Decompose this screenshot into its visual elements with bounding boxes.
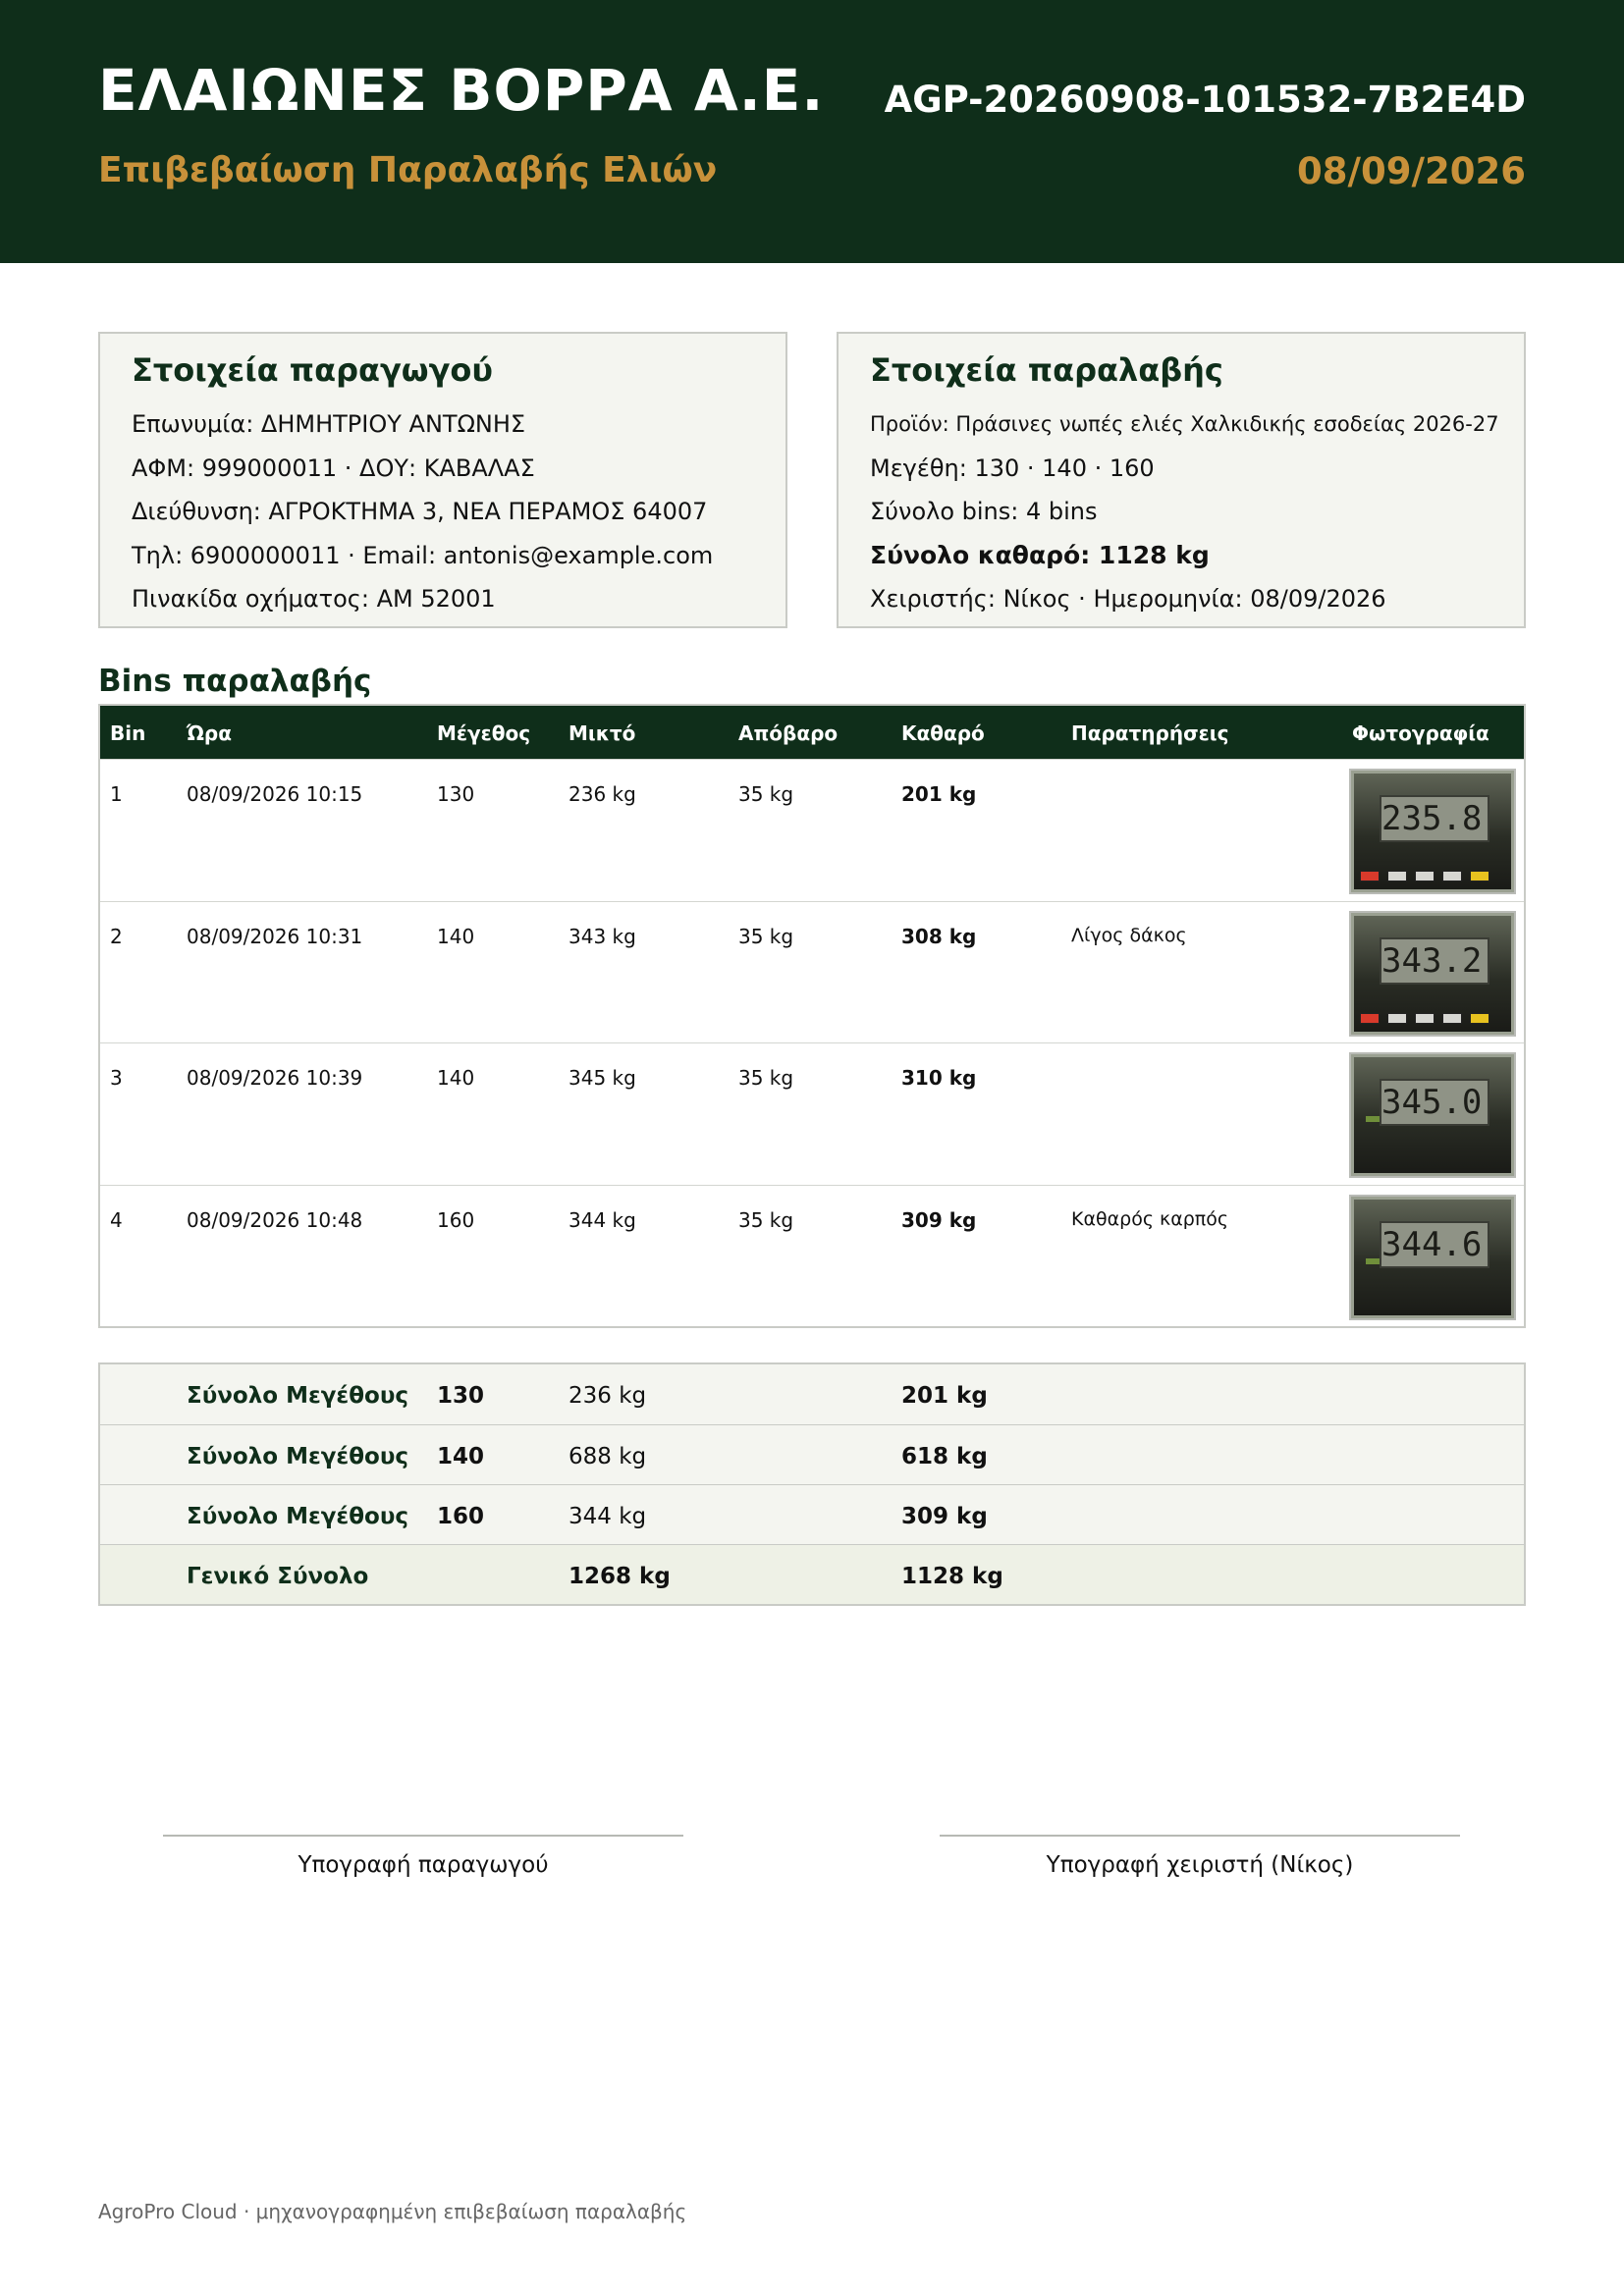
scale-display-reading: 343.2 [1380, 937, 1489, 985]
operator-signature-line: Υπογραφή χειριστή (Νίκος) [940, 1835, 1460, 1878]
cell-net: 201 kg [901, 782, 977, 806]
cell-time: 08/09/2026 10:15 [187, 782, 363, 806]
table-row [100, 1042, 1524, 1185]
bins-section-title: Bins παραλαβής [98, 664, 372, 699]
cell-notes: Λίγος δάκος [1071, 924, 1187, 946]
producer-tax-id: ΑΦΜ: 999000011 · ΔΟΥ: ΚΑΒΑΛΑΣ [132, 454, 535, 482]
total-label: Σύνολο Μεγέθους [187, 1504, 409, 1529]
total-net: 201 kg [901, 1383, 988, 1409]
scale-photo [1354, 1200, 1511, 1315]
cell-gross: 345 kg [568, 1066, 636, 1090]
document-subtitle: Επιβεβαίωση Παραλαβής Ελιών [98, 150, 718, 190]
producer-address: Διεύθυνση: ΑΓΡΟΚΤΗΜΑ 3, ΝΕΑ ΠΕΡΑΜΟΣ 64007 [132, 498, 708, 525]
total-size: 130 [437, 1383, 485, 1409]
scale-photo-thumbnail[interactable] [1349, 769, 1516, 894]
grand-total-row [100, 1544, 1524, 1604]
col-header-tare: Απόβαρο [738, 721, 839, 745]
document-footer: AgroPro Cloud · μηχανογραφημένη επιβεβαίωση παραλαβής [98, 2200, 687, 2223]
scale-keypad [1360, 1012, 1507, 1024]
receipt-net-total: Σύνολο καθαρό: 1128 kg [870, 540, 1210, 569]
col-header-notes: Παρατηρήσεις [1071, 721, 1229, 745]
size-total-row [100, 1484, 1524, 1544]
col-header-net: Καθαρό [901, 721, 985, 745]
bins-table [98, 704, 1526, 1328]
receipt-bins-total: Σύνολο bins: 4 bins [870, 498, 1098, 525]
col-header-time: Ώρα [187, 721, 232, 745]
total-size: 140 [437, 1444, 485, 1469]
producer-name: Επωνυμία: ΔΗΜΗΤΡΙΟΥ ΑΝΤΩΝΗΣ [132, 410, 526, 438]
size-total-row [100, 1364, 1524, 1424]
company-name: ΕΛΑΙΩΝΕΣ ΒΟΡΡΑ Α.Ε. [98, 57, 825, 124]
document-header [0, 0, 1624, 263]
cell-bin: 4 [110, 1207, 123, 1232]
total-gross: 688 kg [568, 1444, 647, 1469]
scale-display-reading: 235.8 [1380, 795, 1489, 842]
receipt-sizes: Μεγέθη: 130 · 140 · 160 [870, 454, 1155, 482]
grand-total-gross: 1268 kg [568, 1564, 671, 1589]
total-gross: 236 kg [568, 1383, 647, 1409]
producer-panel [98, 332, 787, 628]
total-gross: 344 kg [568, 1504, 647, 1529]
cell-tare: 35 kg [738, 1066, 794, 1090]
total-size: 160 [437, 1504, 485, 1529]
cell-gross: 343 kg [568, 924, 636, 948]
cell-net: 310 kg [901, 1066, 977, 1090]
scale-photo [1354, 1057, 1511, 1173]
cell-time: 08/09/2026 10:39 [187, 1066, 363, 1090]
producer-vehicle-plate: Πινακίδα οχήματος: ΑΜ 52001 [132, 585, 496, 613]
cell-size: 140 [437, 924, 475, 948]
scale-keypad [1360, 870, 1507, 881]
scale-brand-mark [1366, 1258, 1380, 1264]
cell-gross: 236 kg [568, 782, 636, 806]
cell-size: 130 [437, 782, 475, 806]
receipt-panel [837, 332, 1526, 628]
cell-tare: 35 kg [738, 782, 794, 806]
cell-tare: 35 kg [738, 1207, 794, 1232]
bins-table-header [100, 706, 1524, 759]
receipt-panel-title: Στοιχεία παραλαβής [870, 351, 1223, 389]
grand-total-label: Γενικό Σύνολο [187, 1564, 369, 1589]
cell-net: 308 kg [901, 924, 977, 948]
cell-bin: 1 [110, 782, 123, 806]
cell-size: 160 [437, 1207, 475, 1232]
receipt-product: Προϊόν: Πράσινες νωπές ελιές Χαλκιδικής εσοδείας 2026-27 [870, 412, 1499, 436]
scale-display-reading: 345.0 [1380, 1079, 1489, 1126]
scale-photo-thumbnail[interactable] [1349, 1052, 1516, 1178]
table-row [100, 1185, 1524, 1327]
col-header-size: Μέγεθος [437, 721, 531, 745]
table-row [100, 901, 1524, 1043]
producer-signature-line: Υπογραφή παραγωγού [163, 1835, 683, 1878]
scale-photo-thumbnail[interactable] [1349, 1195, 1516, 1320]
document-date: 08/09/2026 [1297, 150, 1526, 192]
cell-bin: 3 [110, 1066, 123, 1090]
scale-photo [1354, 916, 1511, 1032]
cell-bin: 2 [110, 924, 123, 948]
scale-display-reading: 344.6 [1380, 1221, 1489, 1268]
receipt-reference: AGP-20260908-101532-7B2E4D [884, 79, 1526, 121]
receipt-operator: Χειριστής: Νίκος · Ημερομηνία: 08/09/2026 [870, 585, 1386, 613]
scale-photo-thumbnail[interactable] [1349, 911, 1516, 1037]
scale-brand-mark [1366, 1116, 1380, 1122]
cell-tare: 35 kg [738, 924, 794, 948]
scale-photo [1354, 774, 1511, 889]
cell-time: 08/09/2026 10:31 [187, 924, 363, 948]
cell-size: 140 [437, 1066, 475, 1090]
producer-panel-title: Στοιχεία παραγωγού [132, 351, 493, 389]
size-total-row [100, 1424, 1524, 1484]
cell-time: 08/09/2026 10:48 [187, 1207, 363, 1232]
total-net: 309 kg [901, 1504, 988, 1529]
producer-contact: Τηλ: 6900000011 · Email: antonis@example.com [132, 541, 714, 569]
cell-notes: Καθαρός καρπός [1071, 1207, 1229, 1230]
col-header-bin: Bin [110, 721, 146, 745]
cell-net: 309 kg [901, 1207, 977, 1232]
col-header-gross: Μικτό [568, 721, 636, 745]
grand-total-net: 1128 kg [901, 1564, 1003, 1589]
total-label: Σύνολο Μεγέθους [187, 1383, 409, 1409]
total-label: Σύνολο Μεγέθους [187, 1444, 409, 1469]
col-header-photo: Φωτογραφία [1352, 721, 1489, 745]
total-net: 618 kg [901, 1444, 988, 1469]
totals-table [98, 1362, 1526, 1606]
cell-gross: 344 kg [568, 1207, 636, 1232]
table-row [100, 759, 1524, 901]
